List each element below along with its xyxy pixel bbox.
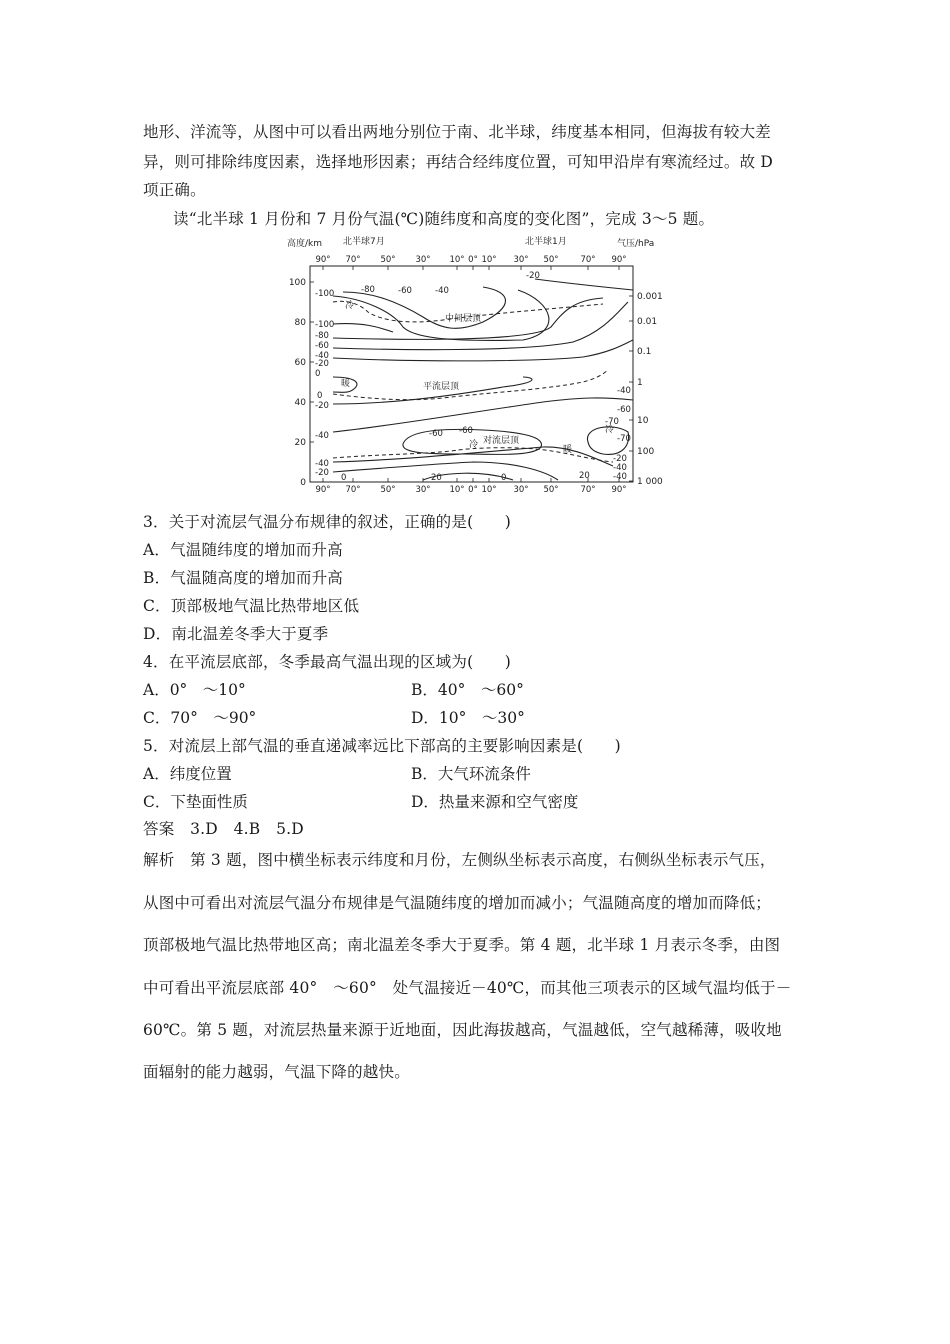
isotherm-line [535, 279, 633, 290]
question-5-option-a: A．纬度位置 [143, 765, 232, 783]
question-4-option-d: D．10° ～30° [411, 709, 525, 727]
isotherm-label: -60 [617, 405, 631, 415]
left-tick: 100 [288, 278, 306, 288]
temperature-profile-figure [283, 232, 663, 492]
bottom-tick: 10° [481, 485, 497, 492]
isotherm-label: -70 [617, 434, 631, 444]
right-axis-title: 气压/hPa [617, 239, 655, 249]
isotherm-label: 20 [431, 473, 442, 483]
isotherm-lines [333, 279, 633, 480]
july-label: 北半球7月 [343, 237, 385, 247]
isotherm-label: -100 [315, 289, 335, 299]
bottom-tick: 70° [345, 485, 361, 492]
isotherm-label: 0 [341, 473, 347, 483]
isotherm-label: -40 [435, 286, 449, 296]
right-tick: 0.01 [637, 317, 658, 327]
isotherm-label: 0 [315, 369, 321, 379]
isotherm-label: -20 [315, 359, 329, 369]
left-tick: 60 [294, 358, 306, 368]
top-tick: 0° [468, 255, 478, 265]
tropopause-label: 对流层顶 [483, 436, 520, 446]
right-tick: 1 000 [637, 477, 663, 487]
isotherm-label: -70 [605, 417, 619, 427]
question-4-option-c: C．70° ～90° [143, 709, 257, 727]
isotherm-line [333, 398, 633, 432]
top-tick: 50° [543, 255, 559, 265]
isotherm-label: -20 [315, 401, 329, 411]
isotherm-label: -40 [617, 386, 631, 396]
isotherm-line [333, 340, 633, 361]
question-5-option-b: B．大气环流条件 [411, 765, 531, 783]
analysis-line-2: 从图中可看出对流层气温分布规律是气温随纬度的增加而减小；气温随高度的增加而降低； [143, 894, 772, 912]
bottom-tick: 70° [580, 485, 596, 492]
bottom-tick: 30° [415, 485, 431, 492]
bottom-tick: 90° [611, 485, 627, 492]
bottom-tick: 10° [449, 485, 465, 492]
cold-label: 冷 [469, 440, 479, 450]
right-tick: 0.001 [637, 292, 663, 302]
intro-line-3: 项正确。 [143, 181, 206, 199]
top-tick: 30° [513, 255, 529, 265]
isotherm-label: -60 [459, 426, 473, 436]
isotherm-label: 20 [579, 471, 590, 481]
left-tick-labels [289, 278, 306, 488]
answer-line: 答案 3.D 4.B 5.D [143, 820, 304, 838]
question-3-option-a: A．气温随纬度的增加而升高 [143, 541, 343, 559]
left-tick: 0 [300, 478, 306, 488]
top-tick: 30° [415, 255, 431, 265]
isotherm-line [333, 462, 558, 480]
question-4-option-b: B．40° ～60° [411, 681, 524, 699]
isotherm-line [333, 290, 549, 340]
analysis-line-1: 解析 第 3 题，图中横坐标表示纬度和月份，左侧纵坐标表示高度，右侧纵坐标表示气压， [143, 851, 776, 869]
analysis-line-3: 顶部极地气温比热带地区高；南北温差冬季大于夏季。第 4 题，北半球 1 月表示冬季，由图 [143, 936, 781, 954]
top-tick: 90° [611, 255, 627, 265]
isotherm-label: -20 [315, 468, 329, 478]
isotherm-line [333, 324, 393, 332]
bottom-tick: 0° [468, 485, 478, 492]
cold-label: 冷 [345, 301, 355, 311]
left-tick: 20 [294, 438, 306, 448]
top-tick: 70° [345, 255, 361, 265]
isotherm-label: -20 [526, 271, 540, 281]
intro-line-1: 地形、洋流等，从图中可以看出两地分别位于南、北半球，纬度基本相同，但海拔有较大差 [143, 123, 772, 141]
right-tick: 0.1 [637, 347, 652, 357]
isotherm-label: -40 [315, 351, 329, 361]
question-4-stem: 4．在平流层底部，冬季最高气温出现的区域为( ) [143, 653, 511, 671]
top-tick: 10° [449, 255, 465, 265]
isotherm-label: -20 [613, 454, 627, 464]
question-3-stem: 3．关于对流层气温分布规律的叙述，正确的是( ) [143, 513, 511, 531]
warm-label: 暖 [341, 379, 351, 389]
question-5-option-d: D．热量来源和空气密度 [411, 793, 579, 811]
question-5-option-c: C．下垫面性质 [143, 793, 248, 811]
bottom-tick-labels [315, 485, 626, 492]
top-tick: 10° [481, 255, 497, 265]
top-tick-labels [315, 255, 626, 265]
isotherm-label: -40 [315, 459, 329, 469]
isotherm-value-labels [315, 271, 631, 483]
analysis-line-5: 60℃。第 5 题，对流层热量来源于近地面，因此海拔越高，气温越低，空气越稀薄，吸收地 [143, 1021, 782, 1039]
instruction-line: 读“北半球 1 月份和 7 月份气温(℃)随纬度和高度的变化图”，完成 3～5 题。 [173, 210, 715, 228]
bottom-tick: 50° [543, 485, 559, 492]
stratopause-line [333, 370, 608, 400]
isotherm-line [333, 302, 628, 350]
right-tick: 10 [637, 416, 649, 426]
right-tick-labels [637, 292, 663, 487]
warm-label: 暖 [563, 445, 573, 455]
cold-label: 冷 [605, 425, 615, 435]
isotherm-label: -60 [315, 341, 329, 351]
right-tick: 1 [637, 378, 643, 388]
isotherm-label: -40 [315, 431, 329, 441]
isotherm-label: -60 [429, 429, 443, 439]
question-4-option-a: A．0° ～10° [143, 681, 246, 699]
mesopause-label: 中间层顶 [445, 314, 482, 324]
bottom-tick: 50° [380, 485, 396, 492]
top-tick: 50° [380, 255, 396, 265]
question-3-option-c: C．顶部极地气温比热带地区低 [143, 597, 360, 615]
isotherm-label: 0 [317, 391, 323, 401]
isotherm-label: -40 [613, 472, 627, 482]
left-tick: 40 [294, 398, 306, 408]
top-tick: 70° [580, 255, 596, 265]
isotherm-label: -80 [361, 285, 375, 295]
jan-label: 北半球1月 [525, 237, 567, 247]
left-tick: 80 [294, 318, 306, 328]
bottom-tick: 90° [315, 485, 331, 492]
y-axis-title: 高度/km [287, 239, 323, 249]
question-3-option-b: B．气温随高度的增加而升高 [143, 569, 343, 587]
isotherm-label: -40 [613, 463, 627, 473]
analysis-line-4: 中可看出平流层底部 40° ～60° 处气温接近－40℃，而其他三项表示的区域气温均低于－ [143, 979, 792, 997]
stratopause-label: 平流层顶 [423, 382, 460, 392]
isotherm-label: -80 [315, 331, 329, 341]
isotherm-label: -60 [398, 286, 412, 296]
analysis-line-6: 面辐射的能力越弱，气温下降的越快。 [143, 1063, 410, 1081]
isotherm-label: 0 [501, 473, 507, 483]
question-3-option-d: D．南北温差冬季大于夏季 [143, 625, 329, 643]
bottom-tick: 30° [513, 485, 529, 492]
top-tick: 90° [315, 255, 331, 265]
question-5-stem: 5．对流层上部气温的垂直递减率远比下部高的主要影响因素是( ) [143, 737, 621, 755]
isotherm-label: -100 [315, 320, 335, 330]
right-tick: 100 [637, 447, 655, 457]
intro-line-2: 异，则可排除纬度因素，选择地形因素；再结合经纬度位置，可知甲沿岸有寒流经过。故 D [143, 153, 774, 171]
